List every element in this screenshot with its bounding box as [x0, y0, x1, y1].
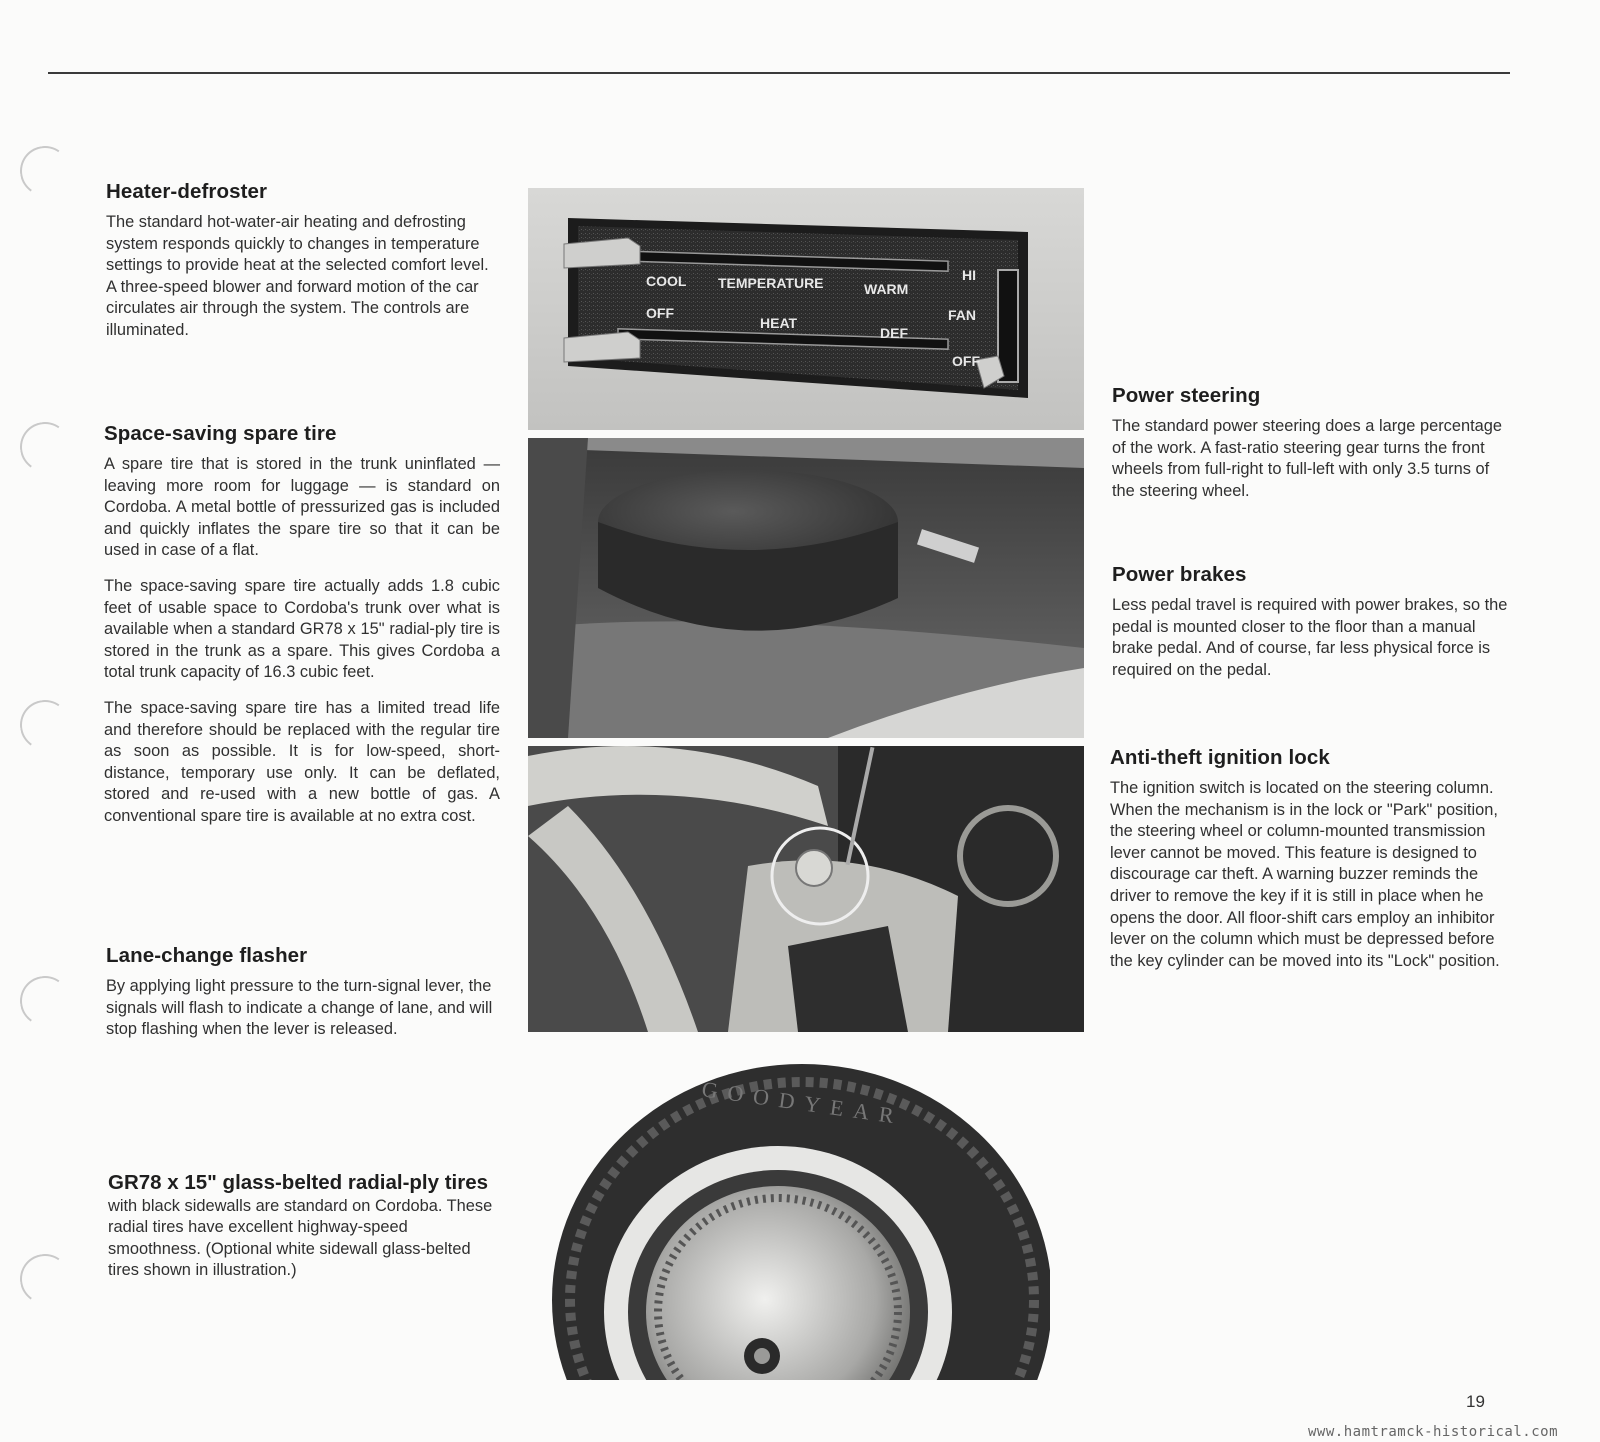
tires-lead: GR78 x 15" glass-belted radial-ply tires [108, 1171, 489, 1194]
heater-title: Heater-defroster [106, 180, 268, 203]
panel-warm-label: WARM [864, 281, 909, 297]
brakes-body: Less pedal travel is required with power brakes, so the pedal is mounted closer to the floor than a manual brake pedal. And of course, far less physical force is required on the pedal. [1112, 596, 1508, 679]
section-power-steering [1112, 384, 1508, 516]
trunk-spare-photo [528, 438, 1084, 738]
flasher-title: Lane-change flasher [106, 944, 308, 967]
header-rule [48, 72, 1510, 74]
binder-hole [16, 418, 74, 476]
binder-hole [16, 142, 74, 200]
flasher-body: By applying light pressure to the turn-signal lever, the signals will flash to indicate a change of lane, and will stop flashing when the lever is released. [106, 977, 493, 1039]
radial-tire-photo [540, 1050, 1050, 1394]
tires-body: with black sidewalls are standard on Cordoba. These radial tires have excellent highway-speed smoothness. (Optional white sidewall glass-belted tires shown in illustration.) [108, 1196, 493, 1280]
binder-hole [16, 972, 74, 1030]
tire-brand-text: GOODYEAR [700, 1076, 906, 1130]
brakes-title: Power brakes [1112, 563, 1247, 586]
section-spare-tire [104, 422, 500, 842]
ignition-body: The ignition switch is located on the steering column. When the mechanism is in the lock or "Park" position, the steering wheel or column-mounted transmission lever cannot be moved. This feature is designed to discourage car theft. A warning buzzer reminds the driver to remove the key if it is still in place when he opens the door. All floor-shift cars employ an inhibitor lever on the column which must be depressed before the key cylinder can be moved into its "Lock" position. [1110, 779, 1500, 970]
section-lane-change [106, 944, 502, 1055]
ignition-lock-photo [528, 746, 1084, 1032]
panel-temperature-label: TEMPERATURE [718, 275, 824, 291]
binder-hole [16, 1250, 74, 1308]
panel-hi-label: HI [962, 267, 976, 283]
panel-off-fan-label: OFF [952, 353, 980, 369]
panel-off-label: OFF [646, 305, 674, 321]
panel-heat-label: HEAT [760, 315, 798, 331]
section-heater-defroster [106, 180, 496, 356]
section-ignition-lock [1110, 746, 1508, 986]
panel-def-label: DEF [880, 325, 908, 341]
section-tires [108, 1172, 504, 1282]
steering-body: The standard power steering does a large percentage of the work. A fast-ratio steering gear turns the front wheels from full-right to full-left with only 3.5 turns of the steering wheel. [1112, 417, 1502, 500]
section-power-brakes [1112, 563, 1508, 695]
binder-hole [16, 696, 74, 754]
spare-p2: The space-saving spare tire actually adds 1.8 cubic feet of usable space to Cordoba's trunk over what is available when a standard GR78 x 15" radial-ply tire is stored in the trunk as a spare. This gives Cordoba a total trunk capacity of 16.3 cubic feet. [104, 576, 500, 682]
page-number: 19 [1466, 1392, 1485, 1411]
heater-body: The standard hot-water-air heating and defrosting system responds quickly to changes in temperature settings to provide heat at the selected comfort level. A three-speed blower and forward motion of the car circulates air through the system. The controls are illuminated. [106, 213, 489, 339]
spare-title: Space-saving spare tire [104, 422, 337, 445]
heater-control-photo [528, 188, 1084, 430]
spare-p3: The space-saving spare tire has a limited tread life and therefore should be replaced with the regular tire as soon as possible. It is for low-speed, short-distance, temporary use only. It can be deflated, stored and re-used with a new bottle of gas. A conventional spare tire is available at no extra cost. [104, 698, 500, 825]
steering-title: Power steering [1112, 384, 1261, 407]
spare-p1: A spare tire that is stored in the trunk uninflated — leaving more room for luggage — is standard on Cordoba. A metal bottle of pressurized gas is included and quickly inflates the spare tire so that it can be used in case of a flat. [104, 455, 500, 560]
ignition-title: Anti-theft ignition lock [1110, 746, 1330, 769]
watermark: www.hamtramck-historical.com [1308, 1424, 1559, 1440]
panel-cool-label: COOL [646, 273, 687, 289]
panel-fan-label: FAN [948, 307, 976, 323]
